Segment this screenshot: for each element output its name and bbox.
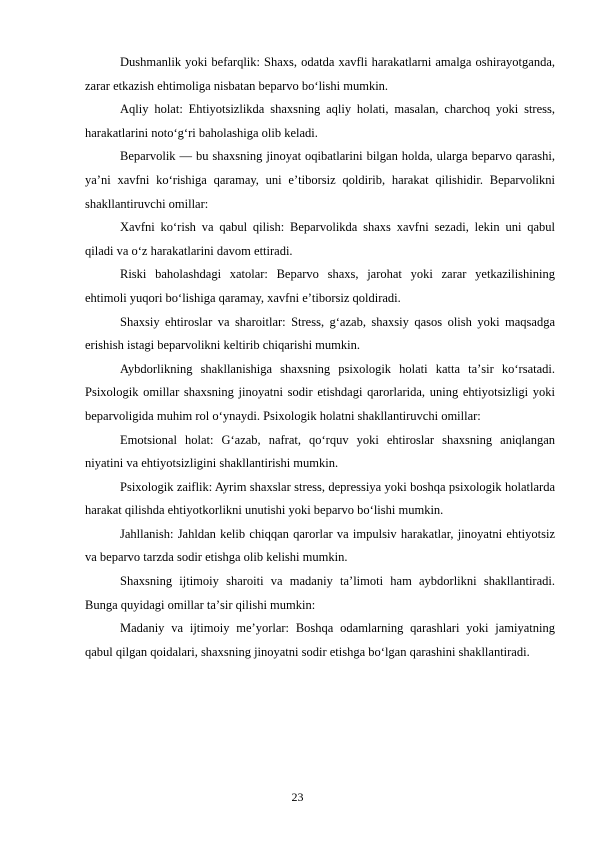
paragraph-xavfni-korish: Xavfni koʻrish va qabul qilish: Beparvolikda shaxs xavfni sezadi, lekin uni qabul qiladi va oʻz harakatlarini davom ettiradi.: [85, 220, 555, 258]
paragraph-ijtimoiy-sharoit: Shaxsning ijtimoiy sharoiti va madaniy taʼlimoti ham aybdorlikni shakllantiradi. Bunga quyidagi omillar taʼsir qilishi mumkin:: [85, 574, 555, 612]
paragraph-jahllanish: Jahllanish: Jahldan kelib chiqqan qarorlar va impulsiv harakatlar, jinoyatni ehtiyotsiz va beparvo tarzda sodir etishga olib kelishi mumkin.: [85, 526, 555, 565]
body-text: [85, 51, 555, 664]
paragraph-psixologik-zaiflik: Psixologik zaiflik: Ayrim shaxslar stress, depressiya yoki boshqa psixologik holatlarda harakat qilishda ehtiyotkorlikni unutishi yoki beparvo boʻlishi mumkin.: [85, 479, 555, 518]
paragraph-emotsional-holat: Emotsional holat: Gʻazab, nafrat, qoʻrquv yoki ehtiroslar shaxsning aniqlangan niyatini va ehtiyotsizligini shakllantirishi mumkin.: [85, 432, 555, 471]
paragraph-shaxsiy-ehtiroslar: Shaxsiy ehtiroslar va sharoitlar: Stress, gʻazab, shaxsiy qasos olish yoki maqsadga erishish istagi beparvolikni keltirib chiqarishi mumkin.: [85, 314, 555, 353]
paragraph-aqliy-holat: Aqliy holat: Ehtiyotsizlikda shaxsning aqliy holati, masalan, charchoq yoki stress, harakatlarini notoʻgʻri baholashiga olib keladi.: [85, 102, 555, 140]
page-number: 23: [291, 790, 304, 804]
paragraph-beparvolik: Beparvolik — bu shaxsning jinoyat oqibatlarini bilgan holda, ularga beparvo qarashi, yaʼni xavfni koʻrishiga qaramay, uni eʼtiborsiz qoldirib, harakat qilishidir. Beparvolikni shakllantiruvchi omillar:: [85, 149, 555, 211]
paragraph-aybdorlik-psixologik: Aybdorlikning shakllanishiga shaxsning psixologik holati katta taʼsir koʻrsatadi. Psixologik omillar shaxsning jinoyatni sodir etishdagi qarorlarida, uning ehtiyotsizligi yoki beparvoligida muhim rol oʻynaydi. Psixologik holatni shakllantiruvchi omillar:: [85, 361, 555, 423]
paragraph-dushmanlik: Dushmanlik yoki befarqlik: Shaxs, odatda xavfli harakatlarni amalga oshirayotganda, zarar etkazish ehtimoliga nisbatan beparvo boʻlishi mumkin.: [85, 55, 555, 93]
paragraph-riski-baholash: Riski baholashdagi xatolar: Beparvo shaxs, jarohat yoki zarar yetkazilishining ehtimoli yuqori boʻlishiga qaramay, xavfni eʼtiborsiz qoldiradi.: [85, 267, 555, 305]
paragraph-madaniy-meyorlar: Madaniy va ijtimoiy meʼyorlar: Boshqa odamlarning qarashlari yoki jamiyatning qabul qilgan qoidalari, shaxsning jinoyatni sodir etishga boʻlgan qarashini shakllantiradi.: [85, 621, 555, 659]
